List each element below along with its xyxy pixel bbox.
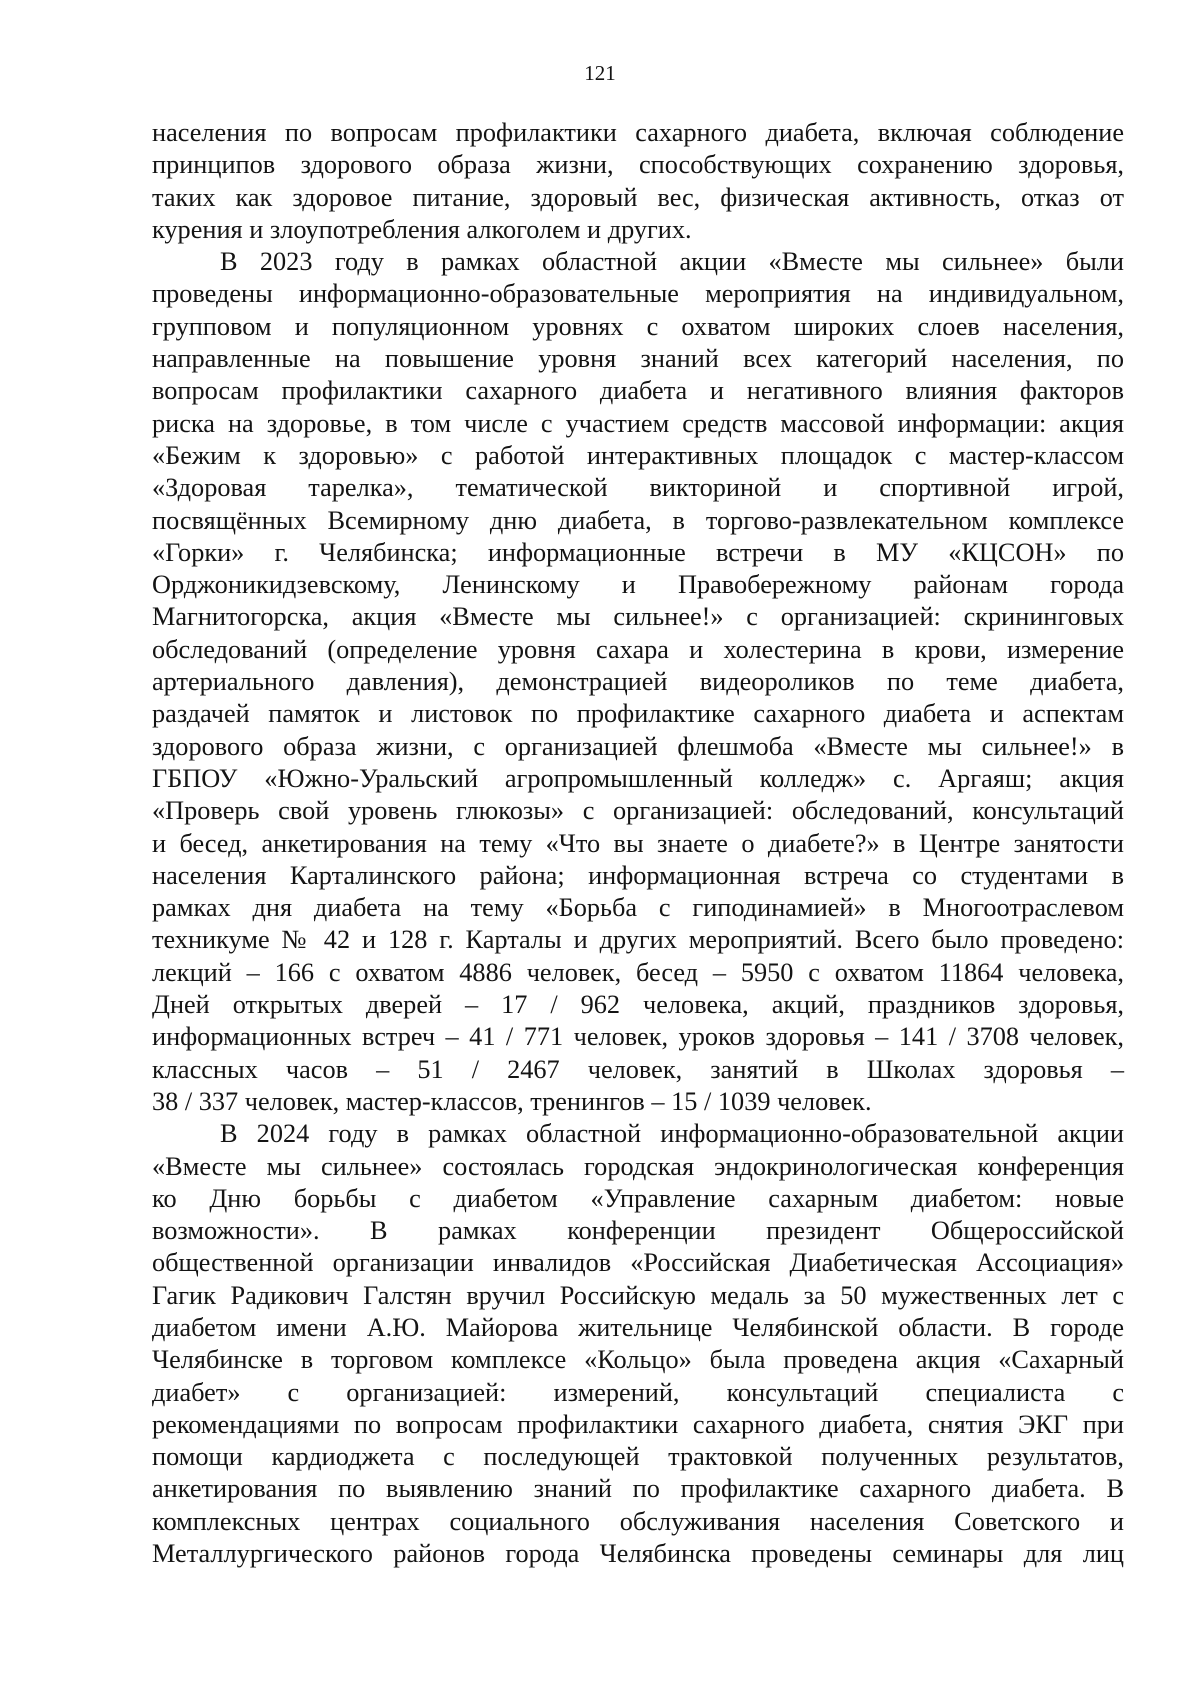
text-line: ко Дню борьбы с диабетом «Управление сахарным диабетом: новые: [152, 1183, 1124, 1213]
text-line: диабет» с организацией: измерений, консультаций специалиста с: [152, 1377, 1124, 1407]
page-number: 121: [584, 61, 616, 85]
text-line: классных часов – 51 / 2467 человек, занятий в Школах здоровья –: [152, 1054, 1124, 1084]
text-line: помощи кардиоджета с последующей трактовкой полученных результатов,: [152, 1442, 1124, 1472]
text-line: артериального давления), демонстрацией видеороликов по теме диабета,: [152, 667, 1124, 697]
text-line: и бесед, анкетирования на тему «Что вы знаете о диабете?» в Центре занятости: [152, 828, 1124, 858]
text-line: «Бежим к здоровью» с работой интерактивных площадок с мастер-классом: [152, 440, 1124, 470]
text-line: рекомендациями по вопросам профилактики сахарного диабета, снятия ЭКГ при: [152, 1409, 1124, 1439]
text-line: проведены информационно-образовательные мероприятия на индивидуальном,: [152, 279, 1124, 309]
text-line: таких как здоровое питание, здоровый вес, физическая активность, отказ от: [152, 182, 1124, 212]
text-line: риска на здоровье, в том числе с участием средств массовой информации: акция: [152, 408, 1124, 438]
text-line: информационных встреч – 41 / 771 человек, уроков здоровья – 141 / 3708 человек,: [152, 1022, 1124, 1052]
text-line: Дней открытых дверей – 17 / 962 человека, акций, праздников здоровья,: [152, 990, 1124, 1020]
text-line: анкетирования по выявлению знаний по профилактике сахарного диабета. В: [152, 1474, 1124, 1504]
text-line: вопросам профилактики сахарного диабета и негативного влияния факторов: [152, 376, 1124, 406]
text-line: принципов здорового образа жизни, способствующих сохранению здоровья,: [152, 150, 1124, 180]
text-line: Гагик Радикович Галстян вручил Российскую медаль за 50 мужественных лет с: [152, 1280, 1124, 1310]
text-line: Челябинске в торговом комплексе «Кольцо» была проведена акция «Сахарный: [152, 1345, 1124, 1375]
text-line: 38 / 337 человек, мастер-классов, тренингов – 15 / 1039 человек.: [152, 1086, 872, 1116]
text-line: «Проверь свой уровень глюкозы» с организацией: обследований, консультаций: [152, 796, 1124, 826]
text-line: курения и злоупотребления алкоголем и других.: [152, 214, 692, 244]
text-line: техникуме № 42 и 128 г. Карталы и других мероприятий. Всего было проведено:: [152, 925, 1124, 955]
text-line: возможности». В рамках конференции президент Общероссийской: [152, 1216, 1124, 1246]
text-line: здорового образа жизни, с организацией флешмоба «Вместе мы сильнее!» в: [152, 731, 1124, 761]
text-line: рамках дня диабета на тему «Борьба с гиподинамией» в Многоотраслевом: [152, 893, 1124, 923]
paragraph: [152, 117, 1124, 246]
text-line: населения Карталинского района; информационная встреча со студентами в: [152, 860, 1124, 890]
text-line: В 2023 году в рамках областной акции «Вместе мы сильнее» были: [220, 247, 1124, 277]
text-line: общественной организации инвалидов «Российская Диабетическая Ассоциация»: [152, 1248, 1124, 1278]
text-line: ГБПОУ «Южно-Уральский агропромышленный колледж» с. Аргаяш; акция: [152, 763, 1124, 793]
text-line: лекций – 166 с охватом 4886 человек, бесед – 5950 с охватом 11864 человека,: [152, 957, 1124, 987]
text-line: групповом и популяционном уровнях с охватом широких слоев населения,: [152, 311, 1124, 341]
text-line: «Горки» г. Челябинска; информационные встречи в МУ «КЦСОН» по: [152, 537, 1124, 567]
text-line: Металлургического районов города Челябинска проведены семинары для лиц: [152, 1539, 1124, 1569]
paragraph: [152, 1118, 1124, 1570]
text-line: Орджоникидзевскому, Ленинскому и Правобережному районам города: [152, 570, 1124, 600]
body-text: [152, 117, 1124, 1570]
text-line: «Здоровая тарелка», тематической викториной и спортивной игрой,: [152, 473, 1124, 503]
text-line: посвящённых Всемирному дню диабета, в торгово-развлекательном комплексе: [152, 505, 1124, 535]
text-line: направленные на повышение уровня знаний всех категорий населения, по: [152, 344, 1124, 374]
text-line: раздачей памяток и листовок по профилактике сахарного диабета и аспектам: [152, 699, 1124, 729]
text-line: обследований (определение уровня сахара и холестерина в крови, измерение: [152, 634, 1124, 664]
text-line: населения по вопросам профилактики сахарного диабета, включая соблюдение: [152, 118, 1124, 147]
text-line: комплексных центрах социального обслуживания населения Советского и: [152, 1506, 1124, 1536]
paragraph: [152, 246, 1124, 1118]
text-line: «Вместе мы сильнее» состоялась городская эндокринологическая конференция: [152, 1151, 1124, 1181]
text-line: В 2024 году в рамках областной информационно-образовательной акции: [220, 1119, 1124, 1149]
text-line: Магнитогорска, акция «Вместе мы сильнее!» с организацией: скрининговых: [152, 602, 1124, 632]
text-line: диабетом имени А.Ю. Майорова жительнице Челябинской области. В городе: [152, 1312, 1124, 1342]
